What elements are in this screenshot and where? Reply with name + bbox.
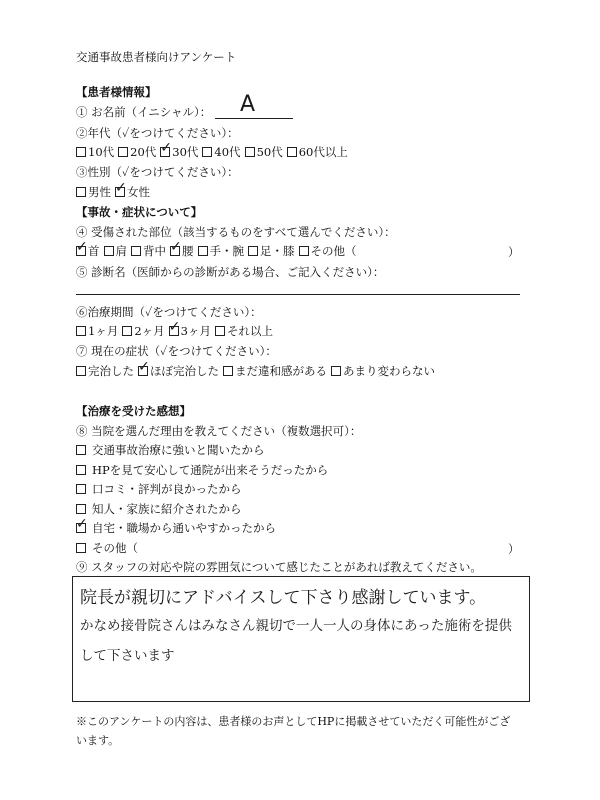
q4-option-5[interactable] (248, 244, 295, 258)
q2-option-1[interactable] (118, 145, 156, 159)
option-label: 腰 (182, 244, 194, 258)
q8-option-3[interactable] (76, 502, 242, 516)
q6-option-0[interactable] (76, 324, 118, 338)
checkbox[interactable] (287, 147, 297, 157)
option-label: 肩 (115, 244, 127, 258)
option-label: 50代 (256, 145, 283, 159)
option-label: その他（ (310, 244, 357, 258)
q1-label: ① お名前（イニシャル）： (76, 105, 212, 119)
check-mark-icon: ✓ (170, 239, 182, 255)
checkbox[interactable] (76, 516, 88, 533)
checkbox[interactable] (76, 445, 86, 455)
q8-option-1[interactable] (76, 463, 328, 477)
section-header-patient-info: 【患者様情報】 (76, 85, 157, 99)
footer-note-line-1: ※このアンケートの内容は、患者様のお声としてHPに掲載させていただく可能性がござ (76, 715, 511, 728)
option-label: 20代 (130, 145, 157, 159)
name-underline (215, 118, 293, 119)
option-label: それ以上 (226, 324, 273, 338)
checkbox[interactable] (76, 187, 86, 197)
option-label: 女性 (127, 185, 150, 199)
q8-label: ⑧ 当院を選んだ理由を教えてください（複数選択可）： (76, 424, 362, 438)
option-label: 男性 (88, 185, 111, 199)
option-label: 手・腕 (209, 244, 244, 258)
section-header-impressions: 【治療を受けた感想】 (76, 404, 191, 418)
q7-option-3[interactable] (331, 364, 435, 378)
q8-close-paren: ） (508, 542, 520, 556)
option-label: 完治した (88, 364, 134, 378)
form-title: 交通事故患者様向けアンケート (76, 50, 237, 64)
q8-option-4[interactable] (76, 516, 276, 536)
checkbox[interactable] (299, 246, 309, 256)
q6-option-3[interactable] (215, 324, 273, 338)
q7-option-0[interactable] (76, 364, 134, 378)
option-label: 1ヶ月 (88, 324, 119, 338)
q2-option-3[interactable] (202, 145, 240, 159)
comment-line-2: かなめ接骨院さんはみなさん親切で一人一人の身体にあった施術を提供 (80, 618, 512, 634)
q3-option-1[interactable] (115, 180, 150, 199)
q4-option-1[interactable] (104, 244, 128, 258)
checkbox[interactable] (168, 319, 181, 336)
checkbox[interactable] (122, 326, 132, 336)
q2-option-4[interactable] (245, 145, 283, 159)
q7-label: ⑦ 現在の症状（✓をつけてください）： (76, 344, 277, 358)
checkbox[interactable] (76, 504, 86, 514)
section-header-accident: 【事故・症状について】 (76, 205, 203, 219)
footer-note-line-2: います。 (76, 734, 120, 747)
q7-options (76, 359, 439, 378)
checkbox[interactable] (170, 239, 182, 256)
checkbox[interactable] (331, 366, 341, 376)
q7-option-2[interactable] (223, 364, 327, 378)
checkbox[interactable] (76, 239, 88, 256)
check-mark-icon: ✓ (160, 140, 173, 156)
q9-label: ⑨ スタッフの対応や院の雰囲気について感じたことがあれば教えてください。 (76, 560, 482, 574)
checkbox[interactable] (202, 147, 212, 157)
check-mark-icon: ✓ (76, 516, 88, 533)
checkbox[interactable] (76, 147, 86, 157)
q6-option-2[interactable] (168, 319, 211, 338)
check-mark-icon: ✓ (168, 319, 181, 335)
q7-option-1[interactable] (138, 359, 219, 378)
q6-option-1[interactable] (122, 324, 164, 338)
q3-options (76, 180, 154, 199)
option-label: 交通事故治療に強いと聞いたから (92, 443, 265, 457)
checkbox[interactable] (76, 326, 86, 336)
option-label: 口コミ・評判が良かったから (92, 482, 242, 497)
q2-option-5[interactable] (287, 145, 348, 159)
option-label: 足・膝 (260, 244, 295, 258)
q4-label: ④ 受傷された部位（該当するものをすべて選んでください）： (76, 225, 396, 239)
name-answer[interactable]: A (240, 92, 256, 117)
checkbox[interactable] (248, 246, 258, 256)
q2-options (76, 140, 352, 159)
q3-label: ③性別（✓をつけてください）： (76, 165, 239, 179)
checkbox[interactable] (215, 326, 225, 336)
checkbox[interactable] (76, 484, 86, 494)
q2-option-2[interactable] (160, 140, 199, 159)
option-label: 3ヶ月 (180, 324, 211, 338)
q5-label: ⑤ 診断名（医師からの診断がある場合、ご記入ください）： (76, 265, 385, 279)
q4-option-0[interactable] (76, 239, 100, 258)
option-label: まだ違和感がある (235, 364, 327, 378)
option-label: あまり変わらない (343, 364, 435, 378)
checkbox[interactable] (76, 366, 86, 376)
checkbox[interactable] (76, 543, 86, 553)
option-label: その他（ (92, 541, 138, 555)
q8-option-2[interactable] (76, 482, 242, 496)
checkbox[interactable] (118, 147, 128, 157)
q4-option-4[interactable] (198, 244, 245, 258)
check-mark-icon: ✓ (138, 359, 150, 375)
option-label: 背中 (143, 244, 166, 258)
q2-label: ②年代（✓をつけてください）： (76, 126, 239, 140)
checkbox[interactable] (76, 465, 86, 475)
option-label: HPを見て安心して通院が出来そうだったから (92, 462, 329, 477)
option-label: 60代以上 (298, 145, 348, 159)
checkbox[interactable] (131, 246, 141, 256)
q4-option-3[interactable] (170, 239, 194, 258)
q4-option-2[interactable] (131, 244, 166, 258)
checkbox[interactable] (160, 140, 173, 157)
checkbox[interactable] (138, 359, 150, 376)
checkbox[interactable] (223, 366, 233, 376)
option-label: ほぼ完治した (150, 364, 219, 378)
option-label: 40代 (214, 145, 241, 159)
q4-close-paren: ） (508, 245, 520, 259)
check-mark-icon: ✓ (76, 239, 88, 255)
q8-option-5[interactable] (76, 541, 138, 555)
option-label: 知人・家族に紹介されたから (92, 501, 242, 516)
diagnosis-answer-line[interactable] (76, 294, 520, 295)
q6-options (76, 319, 277, 338)
option-label: 2ヶ月 (134, 324, 165, 338)
option-label: 自宅・職場から通いやすかったから (92, 521, 276, 536)
q4-option-6[interactable] (299, 244, 357, 258)
q1-name (76, 105, 211, 119)
option-label: 30代 (172, 145, 199, 159)
q8-option-0[interactable] (76, 443, 265, 457)
checkbox[interactable] (115, 180, 127, 197)
q4-options (76, 239, 361, 258)
check-mark-icon: ✓ (115, 180, 127, 196)
q2-option-0[interactable] (76, 145, 114, 159)
q3-option-0[interactable] (76, 185, 111, 199)
checkbox[interactable] (245, 147, 255, 157)
comment-line-3: して下さいます (80, 648, 175, 664)
comment-line-1: 院長が親切にアドバイスして下さり感謝しています。 (80, 588, 487, 608)
checkbox[interactable] (104, 246, 114, 256)
option-label: 10代 (88, 145, 115, 159)
q6-label: ⑥治療期間（✓をつけてください）： (76, 305, 262, 319)
checkbox[interactable] (198, 246, 208, 256)
option-label: 首 (88, 244, 100, 258)
